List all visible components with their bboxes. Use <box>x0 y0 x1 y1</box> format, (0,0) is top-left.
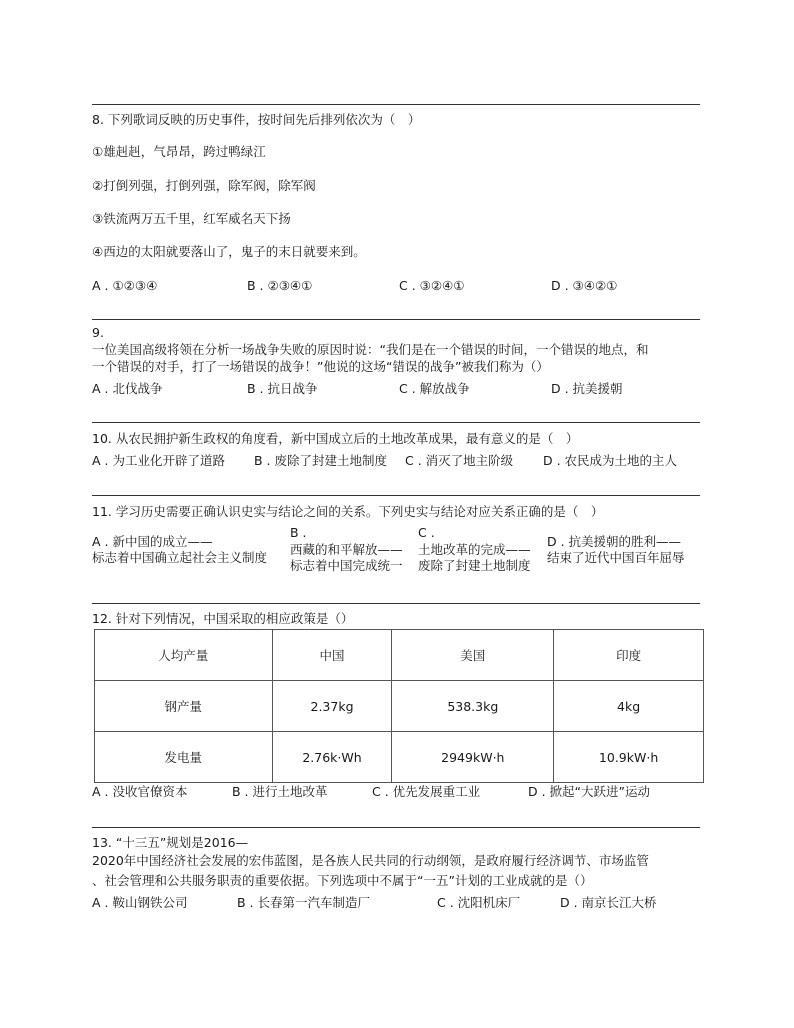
q8-item-2: ②打倒列强，打倒列强，除军阀，除军阀 <box>92 178 316 193</box>
table-header-cell: 人均产量 <box>95 630 273 681</box>
q12-option-b[interactable]: B . 进行土地改革 <box>232 784 328 799</box>
q12-option-d[interactable]: D . 掀起“大跃进”运动 <box>528 784 650 799</box>
table-header-cell: 中国 <box>272 630 392 681</box>
q11-option-a-line-1: A . 新中国的成立—— <box>92 534 213 549</box>
q10-option-c[interactable]: C . 消灭了地主阶级 <box>405 453 514 468</box>
q10-option-a[interactable]: A . 为工业化开辟了道路 <box>92 453 225 468</box>
q10-divider <box>92 422 700 423</box>
q13-stem-line-2: 2020年中国经济社会发展的宏伟蓝图，是各族人民共同的行动纲领，是政府履行经济调节、市场监管 <box>92 853 649 868</box>
q13-option-a[interactable]: A . 鞍山钢铁公司 <box>92 895 188 910</box>
q10-option-b[interactable]: B . 废除了封建土地制度 <box>254 453 387 468</box>
q8-divider <box>92 104 700 105</box>
q11-option-c-line-2: 废除了封建土地制度 <box>418 558 531 573</box>
q11-option-c-line-1: 土地改革的完成—— <box>418 542 531 557</box>
table-cell: 2.37kg <box>272 681 392 732</box>
q13-stem-line-1: 13. “十三五”规划是2016— <box>92 835 249 850</box>
q9-option-c[interactable]: C . 解放战争 <box>399 381 470 396</box>
table-cell: 538.3kg <box>392 681 554 732</box>
q11-option-c-label: C . <box>418 525 435 540</box>
table-cell: 4kg <box>554 681 704 732</box>
q12-stem: 12. 针对下列情况，中国采取的相应政策是（） <box>92 611 354 626</box>
q11-option-b-line-2: 标志着中国完成统一 <box>290 558 403 573</box>
q9-option-b[interactable]: B . 抗日战争 <box>247 381 318 396</box>
q11-option-d-line-2: 结束了近代中国百年屈辱 <box>547 550 685 565</box>
table-row-label: 发电量 <box>95 732 273 783</box>
q11-option-b-label: B . <box>290 525 307 540</box>
q11-option-d-line-1: D . 抗美援朝的胜利—— <box>547 534 682 549</box>
q8-stem: 8. 下列歌词反映的历史事件，按时间先后排列依次为（ ） <box>92 112 421 127</box>
q9-stem-line-2: 一个错误的对手，打了一场错误的战争！”他说的这场“错误的战争”被我们称为（） <box>92 359 549 374</box>
q13-option-b[interactable]: B . 长春第一汽车制造厂 <box>237 895 370 910</box>
table-row <box>95 681 704 732</box>
table-header-cell: 印度 <box>554 630 704 681</box>
q9-divider <box>92 319 700 320</box>
q9-stem-line-1: 一位美国高级将领在分析一场战争失败的原因时说：“我们是在一个错误的时间，一个错误的地点，和 <box>92 342 649 357</box>
q12-option-c[interactable]: C . 优先发展重工业 <box>372 784 481 799</box>
q9-option-a[interactable]: A . 北伐战争 <box>92 381 163 396</box>
q8-option-a[interactable]: A . ①②③④ <box>92 278 158 293</box>
table-row-label: 钢产量 <box>95 681 273 732</box>
q8-item-1: ①雄赳赳，气昂昂，跨过鸭绿江 <box>92 144 266 159</box>
q10-option-d[interactable]: D . 农民成为土地的主人 <box>543 453 678 468</box>
q13-divider <box>92 827 700 828</box>
q9-number: 9. <box>92 325 104 340</box>
q11-divider <box>92 495 700 496</box>
q10-stem: 10. 从农民拥护新生政权的角度看，新中国成立后的土地改革成果，最有意义的是（ ） <box>92 431 579 446</box>
table-cell: 10.9kW·h <box>554 732 704 783</box>
q12-data-table <box>94 629 704 783</box>
q11-option-a-line-2: 标志着中国确立起社会主义制度 <box>92 550 268 565</box>
q9-option-d[interactable]: D . 抗美援朝 <box>551 381 623 396</box>
q13-stem-line-3: 、社会管理和公共服务职责的重要依据。下列选项中不属于“一五”计划的工业成就的是（） <box>92 873 593 888</box>
q11-option-b-line-1: 西藏的和平解放—— <box>290 542 403 557</box>
q13-option-c[interactable]: C . 沈阳机床厂 <box>437 895 521 910</box>
q11-stem: 11. 学习历史需要正确认识史实与结论之间的关系。下列史实与结论对应关系正确的是（ ） <box>92 504 604 519</box>
table-row <box>95 732 704 783</box>
table-header-row <box>95 630 704 681</box>
q8-option-d[interactable]: D . ③④②① <box>551 278 618 293</box>
table-header-cell: 美国 <box>392 630 554 681</box>
q12-option-a[interactable]: A . 没收官僚资本 <box>92 784 188 799</box>
q12-divider <box>92 603 700 604</box>
table-cell: 2.76k·Wh <box>272 732 392 783</box>
q8-option-c[interactable]: C . ③②④① <box>399 278 465 293</box>
q13-option-d[interactable]: D . 南京长江大桥 <box>560 895 657 910</box>
q8-option-b[interactable]: B . ②③④① <box>247 278 313 293</box>
q8-item-3: ③铁流两万五千里，红军威名天下扬 <box>92 211 291 226</box>
q8-item-4: ④西边的太阳就要落山了，鬼子的末日就要来到。 <box>92 244 366 259</box>
table-cell: 2949kW·h <box>392 732 554 783</box>
